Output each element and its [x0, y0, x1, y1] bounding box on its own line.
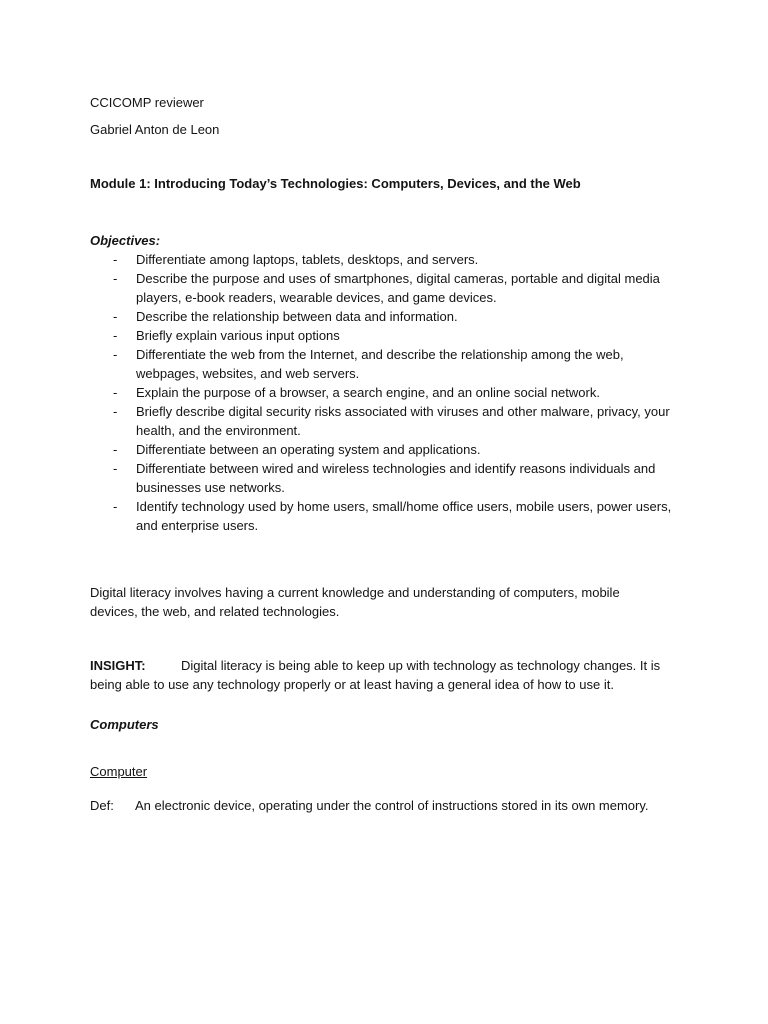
objectives-list: [90, 250, 690, 535]
objective-item: [90, 459, 690, 497]
bullet-dash: -: [113, 385, 118, 400]
objective-item: [90, 307, 690, 326]
objective-text: Identify technology used by home users, small/home office users, mobile users, power users, and enterprise users.: [136, 499, 672, 533]
bullet-dash: -: [113, 252, 118, 267]
objective-text: Differentiate the web from the Internet, and describe the relationship among the web, webpages, websites, and web servers.: [136, 347, 624, 381]
bullet-dash: -: [113, 442, 118, 457]
insight-label: INSIGHT:: [90, 658, 146, 673]
digital-literacy-paragraph: Digital literacy involves having a current knowledge and understanding of computers, mobile devices, the web, and related technologies.: [90, 585, 620, 619]
bullet-dash: -: [113, 347, 118, 362]
objectives-heading: Objectives:: [90, 233, 161, 248]
objective-item: [90, 269, 690, 307]
insight-paragraph: [90, 656, 682, 694]
computer-term: Computer: [90, 764, 148, 779]
objective-item: [90, 345, 690, 383]
objective-item: [90, 326, 690, 345]
bullet-dash: -: [113, 404, 118, 419]
objective-item: [90, 440, 690, 459]
bullet-dash: -: [113, 461, 118, 476]
objective-text: Describe the relationship between data and information.: [136, 309, 458, 324]
author-name: Gabriel Anton de Leon: [90, 122, 220, 137]
definition-label: Def:: [90, 798, 114, 813]
document-title: CCICOMP reviewer: [90, 95, 204, 110]
module-title: Module 1: Introducing Today’s Technologies: Computers, Devices, and the Web: [90, 176, 581, 191]
bullet-dash: -: [113, 328, 118, 343]
objective-item: [90, 497, 690, 535]
objective-text: Explain the purpose of a browser, a search engine, and an online social network.: [136, 385, 600, 400]
objective-item: [90, 250, 690, 269]
objective-text: Describe the purpose and uses of smartphones, digital cameras, portable and digital media players, e-book readers, wearable devices, and game devices.: [136, 271, 660, 305]
objective-text: Briefly describe digital security risks associated with viruses and other malware, privacy, your health, and the environment.: [136, 404, 670, 438]
bullet-dash: -: [113, 309, 118, 324]
objective-text: Differentiate between an operating system and applications.: [136, 442, 481, 457]
computers-heading: Computers: [90, 717, 159, 732]
objective-text: Differentiate between wired and wireless technologies and identify reasons individuals and businesses use networks.: [136, 461, 656, 495]
objective-text: Briefly explain various input options: [136, 328, 340, 343]
definition-text: An electronic device, operating under the control of instructions stored in its own memory.: [135, 798, 649, 813]
objective-item: [90, 402, 690, 440]
objective-text: Differentiate among laptops, tablets, desktops, and servers.: [136, 252, 479, 267]
bullet-dash: -: [113, 271, 118, 286]
insight-text: Digital literacy is being able to keep up with technology as technology changes. It is being able to use any technology properly or at least having a general idea of how to use it.: [90, 658, 661, 692]
bullet-dash: -: [113, 499, 118, 514]
objective-item: [90, 383, 690, 402]
computer-definition: [90, 796, 650, 815]
